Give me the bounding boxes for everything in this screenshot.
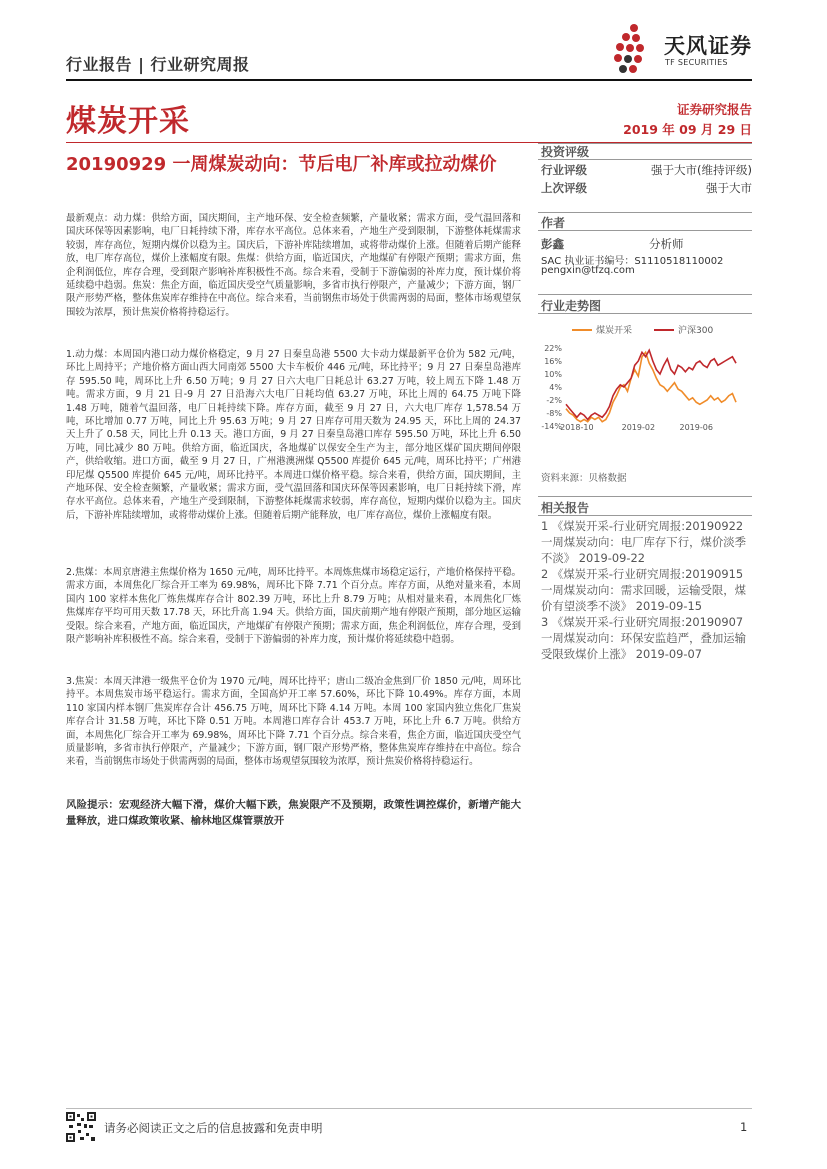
rating-divider	[538, 159, 752, 160]
legend-label: 煤炭开采	[596, 326, 633, 336]
rating-label: 行业评级	[541, 163, 587, 177]
related-item[interactable]: 1 《煤炭开采-行业研究周报:20190922 一周煤炭动向：电厂库存下行，煤价淡季不淡》 2019-09-22	[541, 519, 747, 565]
author-row	[541, 236, 752, 252]
related-title: 相关报告	[541, 501, 590, 515]
author-sac: SAC 执业证书编号：S1110518110002	[541, 256, 724, 267]
related-item[interactable]: 2 《煤炭开采-行业研究周报:20190915 一周煤炭动向：需求回暖，运输受限，煤价有望淡季不淡》 2019-09-15	[541, 567, 747, 613]
sector-title: 煤炭开采	[66, 104, 190, 139]
coke-paragraph: 3.焦炭：本周天津港一级焦平仓价为 1970 元/吨，周环比持平；唐山二级冶金焦到厂价 1850 元/吨，周环比持平。本周焦炭市场平稳运行。需求方面，全国高炉开工率 57.60%，环比下降 10.49%。库存方面，本周 110 家国内样本钢厂焦炭库存合计 456.75 万吨，周环比下降 4.14 万吨。本周 100 家国内独立焦化厂焦炭库存合计 31.58 万吨，环比下降 0.51 万吨。本周港口库存合计 453.7 万吨，环比上升 6.7 万吨。供给方面，本周焦化厂综合开工率为 69.98%，周环比下降 7.71 个百分点。综合来看，焦企方面，临近国庆受空气质量影响，多省市执行停限产，产量减少；下游方面，钢厂限产形势严格，整体焦炭库存维持在中高位。综合来看，当前钢焦市场处于供需两弱的局面，整体市场观望氛围较为浓厚，预计焦炭价格将持稳运行。	[66, 676, 521, 768]
report-date: 2019 年 09 月 29 日	[623, 122, 752, 137]
thermal-coal-paragraph: 1.动力煤：本周国内港口动力煤价格稳定，9 月 27 日秦皇岛港 5500 大卡动力煤最新平仓价为 582 元/吨，环比上周持平；产地价格方面山西大同南郊 5500 大卡车板价 446 元/吨，环比持平；9 月 27 日秦皇岛港库存 595.50 吨，周环比上升 6.50 万吨；9 月 27 日六大电厂日耗总计 63.27 万吨，较上周五下降 1.48 万吨。需求方面，9 月 21 日-9 月 27 日沿海六大电厂日耗均值 63.27 万吨，环比上周的 64.75 万吨下降 1.48 万吨，随着气温回落，电厂日耗持续下降。库存方面，截至 9 月 27 日，六大电厂库存 1,578.54 万吨，环比增加 0.77 万吨，同比上升 95.63 万吨；9 月 27 日库存可用天数为 24.95 天，环比上周的 24.37 天上升了 0.58 天，同比上升 0.13 天。港口方面，9 月 27 日秦皇岛港口库存 595.50 万吨，环比上升 6.50 万吨，同比减少 80 万吨。供给方面，临近国庆，各地煤矿以保安全生产为主，部分地区煤矿国庆期间停限产，供给收缩。进口方面，截至 9 月 27 日，广州港澳洲煤 Q5500 库提价 645 元/吨，周环比持平；广州港印尼煤 Q5500 库提价 645 元/吨，周环比持平。本周进口煤价格平稳。综合来看，供给方面，国庆期间，主产地环保、安全检查频繁，产量收紧；需求方面，受气温回落和国庆环保等因素影响，电厂日耗持续下滑，库存水平高位。总体来看，产地生产受到限制，下游整体耗煤需求较弱，库存高位，短期内煤价以稳为主。国庆后，下游补库陆续增加，或将带动煤价上涨。但随着后期产能释放，电厂库存高位，煤价上涨幅度有限。	[66, 349, 521, 521]
related-rule	[538, 496, 752, 497]
y-tick-label: 10%	[544, 370, 562, 379]
author-divider	[538, 230, 752, 231]
page-number: 1	[740, 1120, 748, 1134]
report-type: 行业报告 | 行业研究周报	[66, 55, 250, 74]
rating-value: 强于大市(维持评级)	[651, 163, 752, 177]
author-rule	[538, 212, 752, 213]
brand-subtitle: TF SECURITIES	[665, 58, 728, 67]
trend-rule	[538, 294, 752, 295]
trend-chart	[536, 318, 752, 438]
author-name: 彭鑫	[541, 237, 564, 251]
y-tick-label: 22%	[544, 344, 562, 353]
prev-rating-value: 强于大市	[706, 181, 752, 195]
prev-rating-label: 上次评级	[541, 181, 587, 195]
rating-title: 投资评级	[541, 145, 590, 159]
author-title: 作者	[541, 216, 566, 230]
y-tick-label: 4%	[549, 383, 562, 392]
trend-divider	[538, 313, 752, 314]
key-points-paragraph: 最新观点：动力煤：供给方面，国庆期间，主产地环保、安全检查频繁，产量收紧；需求方面，受气温回落和国庆环保等因素影响，电厂日耗持续下滑，库存水平高位。总体来看，产地生产受到限制，下游整体耗煤需求较弱，库存高位，短期内煤价以稳为主。国庆后，下游补库陆续增加，或将带动煤价上涨。但随着后期产能释放，电厂库存高位，煤价上涨幅度有限。焦煤：供给方面，临近国庆，产地煤矿有停限产预期；需求方面，焦企利润低位，库存合理，受到限产影响补库积极性不高。综合来看，受制于下游偏弱的补库力度，预计煤价将延续稳中趋弱。焦炭：焦企方面，临近国庆受空气质量影响，多省市执行停限产，产量减少；下游方面，钢厂限产形势严格，整体焦炭库存维持在中高位。综合来看，当前钢焦市场处于供需两弱的局面，整体市场观望氛围较为浓厚，预计焦炭价格将持稳运行。	[66, 213, 521, 318]
prev-rating-row	[541, 180, 752, 196]
report-kind: 证券研究报告	[676, 102, 752, 117]
legend-label: 沪深300	[678, 326, 714, 336]
y-tick-label: -8%	[546, 409, 562, 418]
logo-icon	[612, 22, 662, 74]
y-tick-label: -14%	[541, 422, 562, 431]
chart-source: 资料来源：贝格数据	[541, 473, 627, 484]
report-title: 20190929 一周煤炭动向：节后电厂补库或拉动煤价	[66, 154, 497, 175]
x-tick-label: 2019-06	[679, 423, 713, 432]
author-role: 分析师	[649, 237, 684, 251]
x-tick-label: 2019-02	[621, 423, 656, 432]
y-tick-label: 16%	[544, 357, 562, 366]
footer-disclaimer[interactable]: 请务必阅读正文之后的信息披露和免责申明	[104, 1121, 323, 1135]
footer-rule	[66, 1108, 752, 1109]
coking-coal-paragraph: 2.焦煤：本周京唐港主焦煤价格为 1650 元/吨，周环比持平。本周炼焦煤市场稳定运行，产地价格保持平稳。需求方面，本周焦化厂综合开工率为 69.98%，周环比下降 7.71 个百分点。库存方面，从绝对量来看，本周国内 100 家样本焦化厂炼焦煤库存合计 802.39 万吨，环比上升 8.79 万吨；从相对量来看，本周焦化厂炼焦煤库存平均可用天数 17.78 天，环比升高 1.94 天。供给方面，国庆前期产地有停限产预期，部分地区运输受限。综合来看，产地方面，临近国庆，产地煤矿有停限产预期；需求方面，焦企利润低位，库存合理，受到限产影响补库积极性不高。综合来看，受制于下游偏弱的补库力度，预计煤价将延续稳中趋弱。	[66, 567, 521, 646]
author-email[interactable]: pengxin@tfzq.com	[541, 265, 635, 276]
related-item[interactable]: 3 《煤炭开采-行业研究周报:20190907 一周煤炭动向：环保安监趋严，叠加运输受限致煤价上涨》 2019-09-07	[541, 615, 747, 661]
risk-warning: 风险提示：宏观经济大幅下滑，煤价大幅下跌，焦炭限产不及预期，政策性调控煤价，新增产能大量释放，进口煤政策收紧、榆林地区煤管票放开	[66, 799, 521, 827]
x-tick-label: 2018-10	[560, 423, 594, 432]
brand-name: 天风证券	[664, 34, 752, 58]
qr-code-icon	[66, 1112, 96, 1142]
rating-row	[541, 162, 752, 178]
series-line	[566, 350, 736, 419]
header-rule	[66, 79, 752, 81]
related-divider	[538, 515, 752, 516]
y-tick-label: -2%	[546, 396, 562, 405]
trend-title: 行业走势图	[541, 299, 602, 313]
